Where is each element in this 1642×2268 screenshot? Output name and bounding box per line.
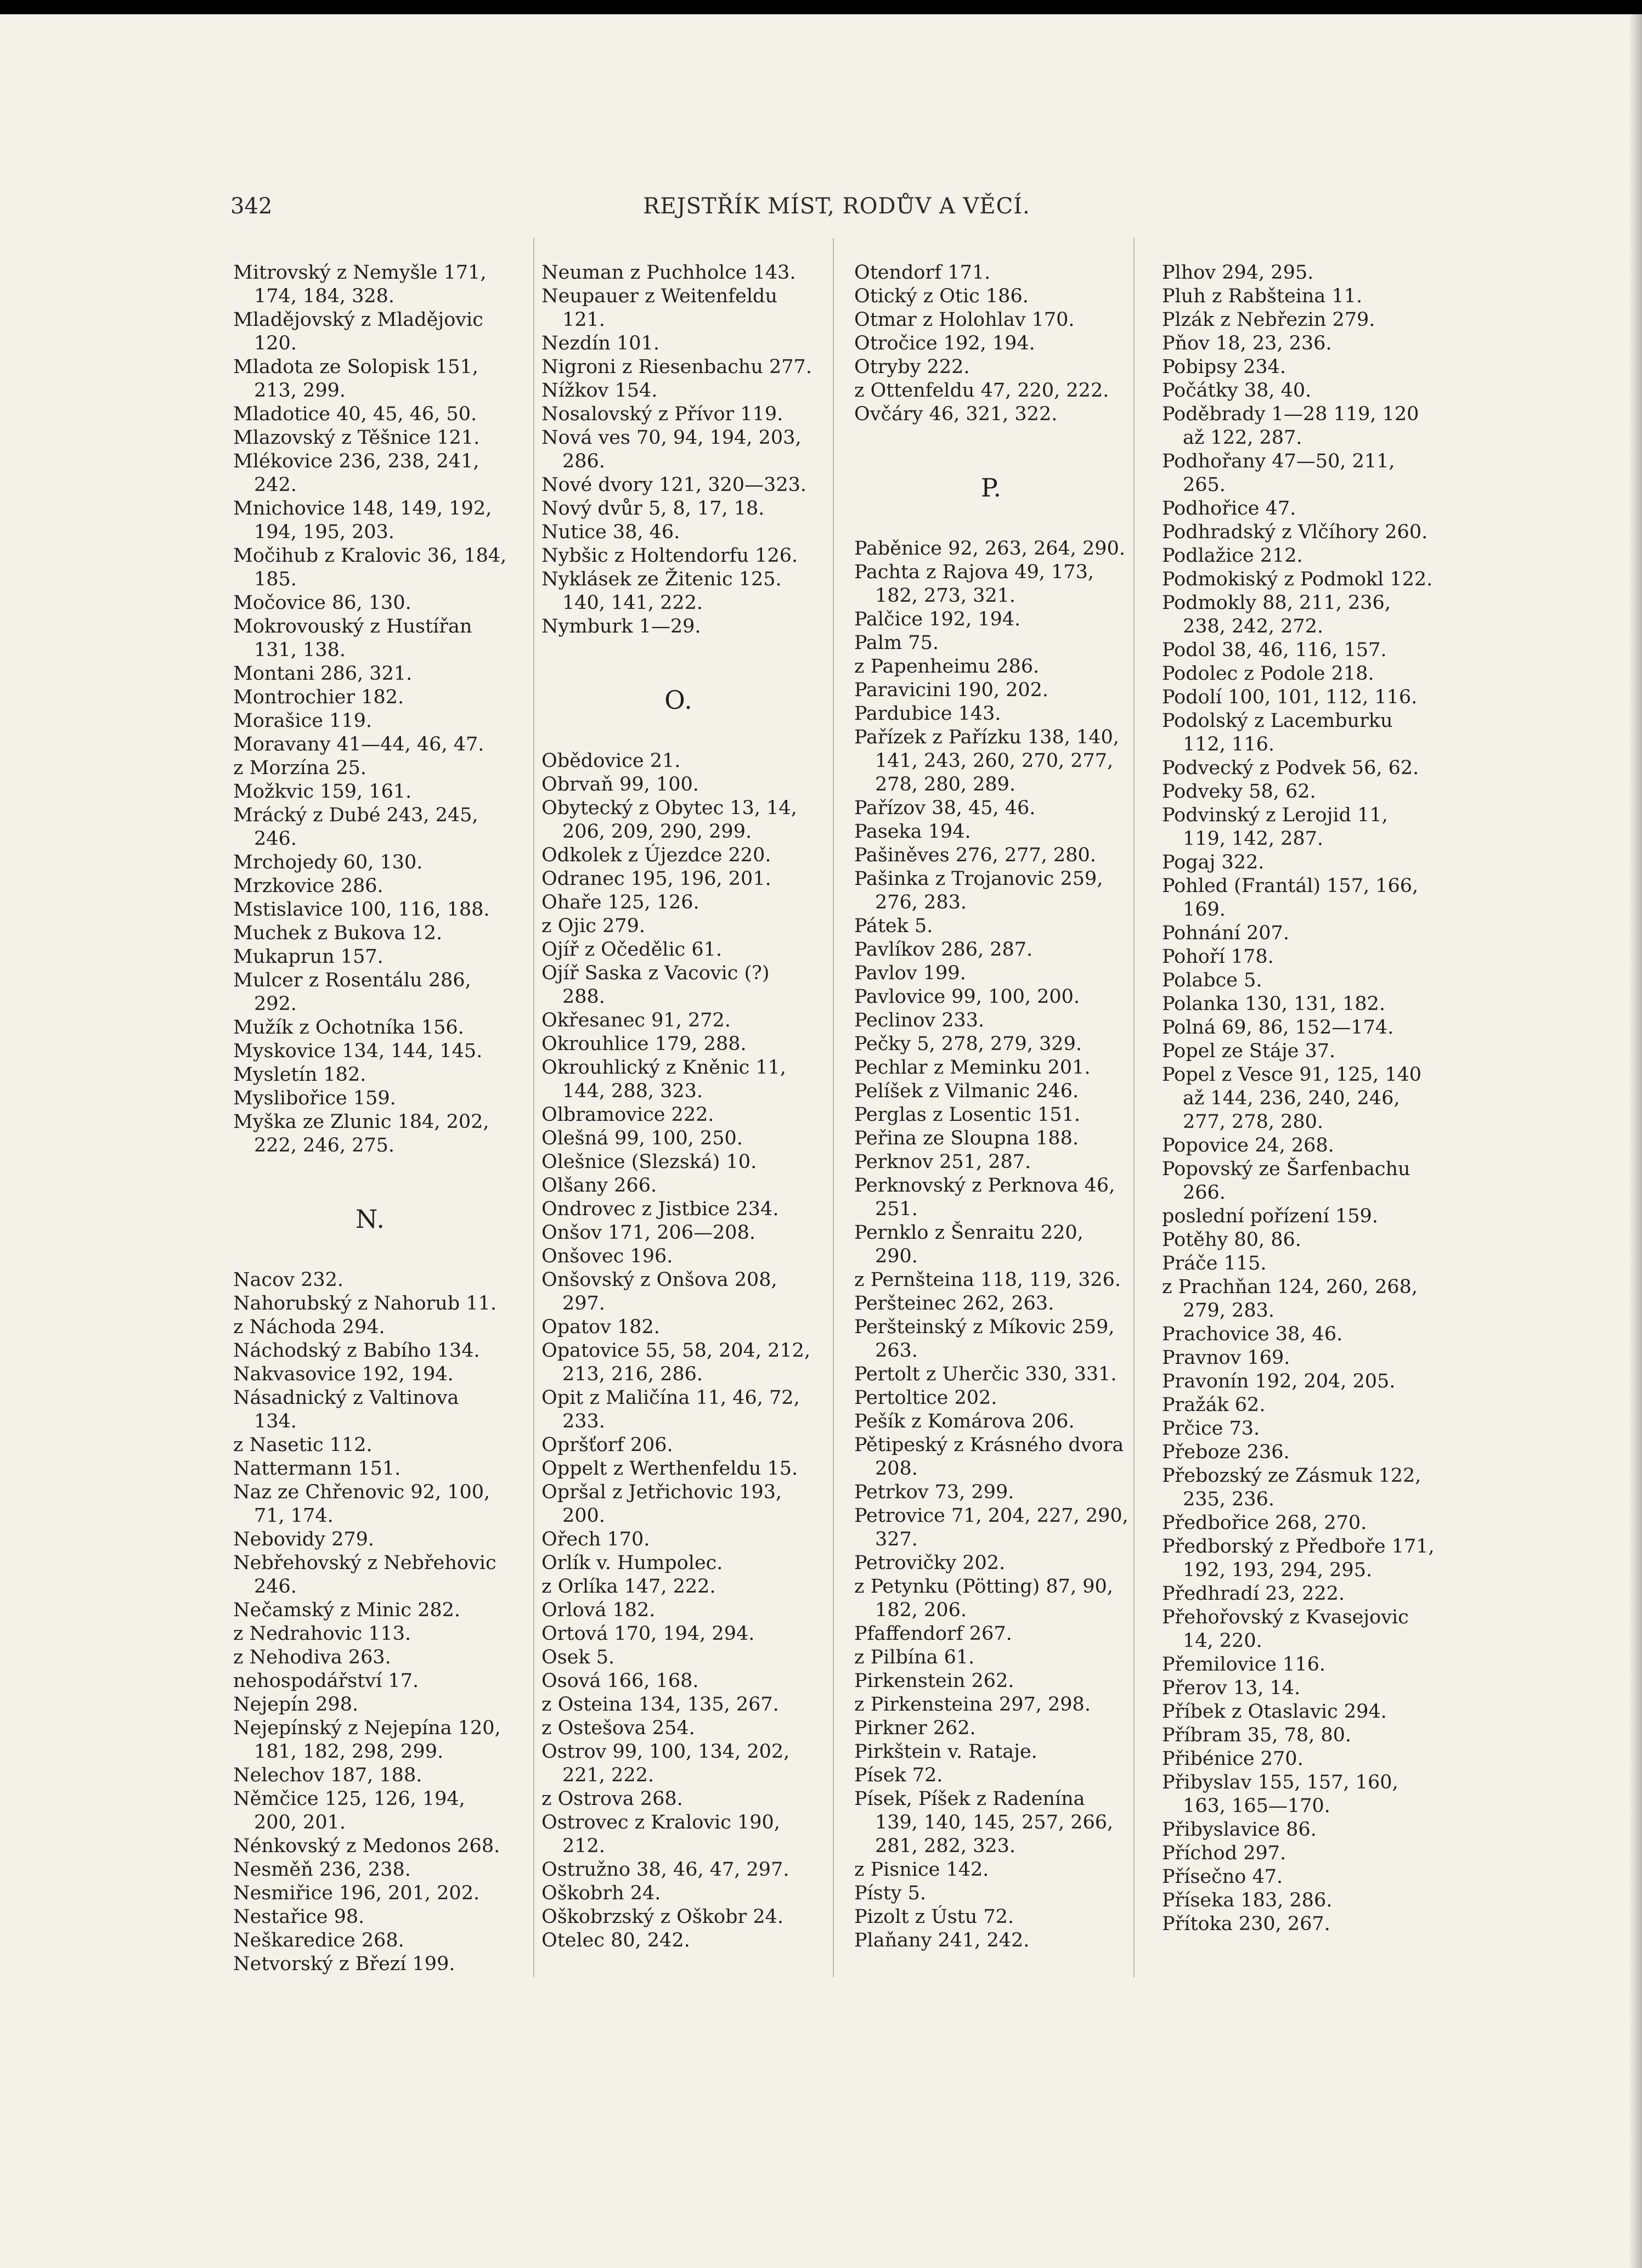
index-entry: Pertoltice 202. [854,1387,997,1409]
index-entry: Podolí 100, 101, 112, 116. [1162,686,1418,708]
index-entry: Okrouhlice 179, 288. [541,1033,747,1055]
index-entry: Močovice 86, 130. [233,592,411,614]
index-entry: Nový dvůr 5, 8, 17, 18. [541,498,765,520]
index-entry: Ojíř Saska z Vacovic (?) 288. [541,962,770,1008]
index-entry: poslední pořízení 159. [1162,1205,1378,1227]
index-entry: Osek 5. [541,1646,615,1668]
index-column-1 [233,261,507,1976]
index-entry: Otický z Otic 186. [854,285,1029,307]
index-entry: z Ostešova 254. [541,1717,695,1739]
index-entry: Nezdín 101. [541,332,659,354]
index-entry: Nacov 232. [233,1269,343,1291]
index-entry: z Morzína 25. [233,757,367,779]
index-entry: Příbram 35, 78, 80. [1162,1724,1352,1746]
index-entry: Přísečno 47. [1162,1866,1283,1888]
index-entry: Peršteinský z Míkovic 259, 263. [854,1316,1115,1362]
index-entry: z Náchoda 294. [233,1316,385,1338]
index-entry: Nesmiřice 196, 201, 202. [233,1882,480,1904]
index-entry: Nybšic z Holtendorfu 126. [541,545,798,567]
index-entry: Otendorf 171. [854,262,991,284]
index-entry: Podvinský z Lerojid 11, 119, 142, 287. [1162,804,1388,850]
index-entry: Nebovidy 279. [233,1528,375,1550]
index-entry: z Osteina 134, 135, 267. [541,1694,779,1716]
index-entry: Poděbrady 1—28 119, 120 až 122, 287. [1162,403,1419,449]
index-entry: Přebozský ze Zásmuk 122, 235, 236. [1162,1465,1421,1510]
index-entry: Ostružno 38, 46, 47, 297. [541,1859,789,1881]
index-entry: Plaňany 241, 242. [854,1930,1030,1951]
index-entry: Podolec z Podole 218. [1162,663,1374,685]
index-entry: Podvecký z Podvek 56, 62. [1162,757,1419,779]
index-entry: Petrkov 73, 299. [854,1481,1014,1503]
index-entry: z Nedrahovic 113. [233,1623,411,1645]
index-entry: Pravnov 169. [1162,1347,1290,1369]
index-entry: Předborský z Předboře 171, 192, 193, 294, 295. [1162,1536,1435,1581]
index-entry: Popel z Vesce 91, 125, 140 až 144, 236, 240, 246, 277, 278, 280. [1162,1064,1422,1133]
column-rule [833,238,834,1977]
index-entry: Olšany 266. [541,1175,657,1197]
index-entry: Ostrov 99, 100, 134, 202, 221, 222. [541,1741,790,1786]
index-entry: Nejepínský z Nejepína 120, 181, 182, 298, 299. [233,1717,501,1763]
index-entry: Opit z Maličína 11, 46, 72, 233. [541,1387,800,1432]
index-entry: Netvorský z Březí 199. [233,1953,455,1975]
index-entry: z Pirkensteina 297, 298. [854,1694,1091,1716]
index-entry: Pohled (Frantál) 157, 166, 169. [1162,875,1419,921]
index-entry: Němčice 125, 126, 194, 200, 201. [233,1788,465,1833]
index-entry: z Ojic 279. [541,915,645,937]
section-letter-heading: N. [356,1204,385,1234]
index-entry: Mladotice 40, 45, 46, 50. [233,403,477,425]
index-entry: Nové dvory 121, 320—323. [541,474,806,496]
index-entry: Odkolek z Újezdce 220. [541,844,771,866]
index-entry: Ostrovec z Kralovic 190, 212. [541,1812,780,1857]
index-entry: z Nehodiva 263. [233,1646,391,1668]
index-entry: Přemilovice 116. [1162,1654,1325,1675]
index-entry: Pirkenstein 262. [854,1670,1014,1692]
index-entry: Mokrovouský z Hustířan 131, 138. [233,616,472,661]
index-entry: Prachovice 38, 46. [1162,1323,1343,1345]
index-entry: Pluh z Rabšteina 11. [1162,285,1363,307]
index-entry: Peclinov 233. [854,1009,985,1031]
index-entry: Oškobrzský z Oškobr 24. [541,1906,784,1928]
index-entry: Olešná 99, 100, 250. [541,1127,743,1149]
index-entry: Obrvaň 99, 100. [541,774,699,796]
column-rule [1133,238,1135,1977]
section-letter-heading: P. [980,473,1002,503]
index-entry: Nečamský z Minic 282. [233,1599,461,1621]
index-entry: Myslibořice 159. [233,1087,396,1109]
scan-border [0,0,1642,14]
index-entry: Předhradí 23, 222. [1162,1583,1345,1605]
index-entry: Práče 115. [1162,1253,1267,1274]
index-entry: Násadnický z Valtinova 134. [233,1387,459,1432]
index-entry: Pařízov 38, 45, 46. [854,797,1036,819]
index-entry: z Pernšteina 118, 119, 326. [854,1269,1121,1291]
index-entry: Mysletín 182. [233,1064,366,1086]
index-entry: Nosalovský z Přívor 119. [541,403,783,425]
index-entry: Palčice 192, 194. [854,608,1021,630]
index-entry: Perknovský z Perknova 46, 251. [854,1175,1115,1220]
index-entry: Pobipsy 234. [1162,356,1286,378]
index-entry: Polabce 5. [1162,969,1262,991]
index-entry: Nakvasovice 192, 194. [233,1363,454,1385]
index-entry: Plhov 294, 295. [1162,262,1314,284]
index-entry: Mnichovice 148, 149, 192, 194, 195, 203. [233,498,492,543]
index-entry: z Papenheimu 286. [854,656,1040,678]
index-entry: Nestařice 98. [233,1906,365,1928]
index-entry: Obědovice 21. [541,750,681,772]
index-entry: Mlazovský z Těšnice 121. [233,427,480,449]
index-entry: Okrouhlický z Kněnic 11, 144, 288, 323. [541,1057,786,1102]
section-letter-heading: O. [664,685,693,715]
index-entry: Pernklo z Šenraitu 220, 290. [854,1222,1084,1267]
index-entry: Potěhy 80, 86. [1162,1229,1301,1251]
index-entry: Perglas z Losentic 151. [854,1104,1080,1126]
index-entry: Popovice 24, 268. [1162,1135,1334,1156]
index-entry: Podolský z Lacemburku 112, 116. [1162,710,1393,755]
index-entry: Pařízek z Pařízku 138, 140, 141, 243, 260, 270, 277, 278, 280, 289. [854,726,1119,796]
page-edge-shadow [1629,14,1642,2268]
index-entry: Nebřehovský z Nebřehovic 246. [233,1552,496,1598]
index-entry: Neškaredice 268. [233,1930,404,1951]
index-entry: Neuman z Puchholce 143. [541,262,796,284]
index-entry: Pravonín 192, 204, 205. [1162,1370,1396,1392]
index-entry: Podmokly 88, 211, 236, 238, 242, 272. [1162,592,1391,637]
index-entry: Nymburk 1—29. [541,616,701,637]
index-entry: Mitrovský z Nemyšle 171, 174, 184, 328. [233,262,487,307]
index-entry: Písek, Píšek z Radenína 139, 140, 145, 257, 266, 281, 282, 323. [854,1788,1114,1857]
index-entry: Podveky 58, 62. [1162,781,1316,803]
index-entry: Pavlíkov 286, 287. [854,939,1033,961]
index-entry: Neupauer z Weitenfeldu 121. [541,285,777,331]
index-entry: Oškobrh 24. [541,1882,661,1904]
index-entry: Příseka 183, 286. [1162,1889,1333,1911]
index-entry: Pechlar z Meminku 201. [854,1057,1091,1079]
index-entry: Nahorubský z Nahorub 11. [233,1293,496,1314]
index-entry: Pašinka z Trojanovic 259, 276, 283. [854,868,1103,913]
index-entry: Pátek 5. [854,915,933,937]
index-entry: Mrchojedy 60, 130. [233,851,423,873]
index-entry: Nesměň 236, 238. [233,1859,411,1881]
index-entry: Přibénice 270. [1162,1748,1304,1770]
index-entry: Pohnání 207. [1162,922,1289,944]
book-page [0,14,1642,2268]
index-entry: Pizolt z Ústu 72. [854,1906,1014,1928]
index-entry: Naz ze Chřenovic 92, 100, 71, 174. [233,1481,490,1527]
index-entry: Popovský ze Šarfenbachu 266. [1162,1158,1410,1204]
index-entry: z Ottenfeldu 47, 220, 222. [854,380,1109,402]
index-entry: Předbořice 268, 270. [1162,1512,1367,1534]
index-entry: Montani 286, 321. [233,663,413,685]
index-entry: Podhořany 47—50, 211, 265. [1162,450,1395,496]
page-header [230,190,1443,223]
index-column-2 [541,261,816,1953]
index-entry: Opršťorf 206. [541,1434,673,1456]
index-entry: Otročice 192, 194. [854,332,1035,354]
index-entry: Pachta z Rajova 49, 173, 182, 273, 321. [854,561,1094,607]
index-entry: Onšov 171, 206—208. [541,1222,755,1244]
index-entry: Podhořice 47. [1162,498,1296,520]
index-entry: Mladějovský z Mladějovic 120. [233,309,483,354]
index-entry: Ohaře 125, 126. [541,892,699,913]
index-entry: Pňov 18, 23, 236. [1162,332,1332,354]
index-entry: Mulcer z Rosentálu 286, 292. [233,969,471,1015]
index-entry: Přítoka 230, 267. [1162,1913,1330,1935]
index-entry: Počátky 38, 40. [1162,380,1312,402]
index-entry: Paravicini 190, 202. [854,679,1049,701]
index-entry: Ořech 170. [541,1528,650,1550]
index-entry: z Pisnice 142. [854,1859,989,1881]
index-entry: Okřesanec 91, 272. [541,1009,731,1031]
index-entry: Obytecký z Obytec 13, 14, 206, 209, 290, 299. [541,797,797,843]
index-entry: Příchod 297. [1162,1842,1286,1864]
index-entry: Myskovice 134, 144, 145. [233,1040,483,1062]
index-entry: Pražák 62. [1162,1394,1266,1416]
index-entry: Pavlov 199. [854,962,966,984]
index-column-3 [854,261,1128,1953]
index-entry: Příbek z Otaslavic 294. [1162,1701,1387,1723]
index-entry: Petrovice 71, 204, 227, 290, 327. [854,1505,1128,1550]
index-entry: Otelec 80, 242. [541,1930,690,1951]
index-entry: Perknov 251, 287. [854,1151,1031,1173]
index-entry: Pelíšek z Vilmanic 246. [854,1080,1079,1102]
index-entry: Onšovský z Onšova 208, 297. [541,1269,777,1314]
index-entry: Orlová 182. [541,1599,656,1621]
index-entry: Pašiněves 276, 277, 280. [854,844,1096,866]
index-entry: Montrochier 182. [233,686,404,708]
index-entry: Otryby 222. [854,356,970,378]
index-entry: Podhradský z Vlčíhory 260. [1162,521,1428,543]
index-entry: Myška ze Zlunic 184, 202, 222, 246, 275. [233,1111,489,1156]
index-entry: nehospodářství 17. [233,1670,419,1692]
index-entry: Opršal z Jetřichovic 193, 200. [541,1481,782,1527]
index-entry: Podmokiský z Podmokl 122. [1162,568,1433,590]
index-entry: Orlík v. Humpolec. [541,1552,723,1574]
index-entry: Nelechov 187, 188. [233,1764,422,1786]
index-entry: Nížkov 154. [541,380,658,402]
index-entry: Palm 75. [854,632,939,654]
index-entry: Polná 69, 86, 152—174. [1162,1017,1394,1039]
index-entry: Opatov 182. [541,1316,660,1338]
index-entry: Pavlovice 99, 100, 200. [854,986,1080,1008]
index-entry: Močihub z Kralovic 36, 184, 185. [233,545,507,590]
index-entry: Přeboze 236. [1162,1441,1290,1463]
index-entry: Nigroni z Riesenbachu 277. [541,356,812,378]
index-entry: Mladota ze Solopisk 151, 213, 299. [233,356,478,402]
index-entry: Polanka 130, 131, 182. [1162,993,1386,1015]
index-entry: Prčice 73. [1162,1418,1260,1440]
index-entry: z Nasetic 112. [233,1434,373,1456]
index-entry: Mukaprun 157. [233,946,383,968]
index-entry: Přerov 13, 14. [1162,1677,1301,1699]
index-entry: Ondrovec z Jistbice 234. [541,1198,779,1220]
index-entry: Nénkovský z Medonos 268. [233,1835,500,1857]
index-entry: Nutice 38, 46. [541,521,680,543]
index-entry: Muchek z Bukova 12. [233,922,443,944]
index-entry: Moravany 41—44, 46, 47. [233,734,484,755]
index-entry: z Petynku (Pötting) 87, 90, 182, 206. [854,1576,1113,1621]
index-entry: Olešnice (Slezská) 10. [541,1151,757,1173]
index-entry: Mužík z Ochotníka 156. [233,1017,464,1039]
index-entry: Pohoří 178. [1162,946,1274,968]
running-title: REJSTŘÍK MÍST, RODŮV A VĚCÍ. [643,194,1030,219]
index-entry: Plzák z Nebřezin 279. [1162,309,1375,331]
index-entry: Mrácký z Dubé 243, 245, 246. [233,804,478,850]
index-entry: Peršteinec 262, 263. [854,1293,1054,1314]
index-entry: z Pilbína 61. [854,1646,975,1668]
index-entry: Pirkštein v. Rataje. [854,1741,1037,1763]
index-entry: Ojíř z Očedělic 61. [541,939,723,961]
index-entry: Ortová 170, 194, 294. [541,1623,755,1645]
index-entry: Náchodský z Babího 134. [233,1340,480,1362]
index-entry: Osová 166, 168. [541,1670,699,1692]
column-rule [533,238,534,1977]
index-entry: Pardubice 143. [854,703,1001,725]
index-entry: Nyklásek ze Žitenic 125. 140, 141, 222. [541,568,782,614]
index-entry: Nová ves 70, 94, 194, 203, 286. [541,427,802,472]
index-entry: Petrovičky 202. [854,1552,1006,1574]
index-entry: Otmar z Holohlav 170. [854,309,1075,331]
page-number: 342 [230,194,273,219]
index-entry: Pogaj 322. [1162,851,1265,873]
index-entry: Opatovice 55, 58, 204, 212, 213, 216, 286. [541,1340,811,1385]
index-entry: Pertolt z Uherčic 330, 331. [854,1363,1117,1385]
index-entry: Nejepín 298. [233,1694,359,1716]
index-entry: Odranec 195, 196, 201. [541,868,771,890]
index-entry: Mrzkovice 286. [233,875,383,897]
index-entry: Přehořovský z Kvasejovic 14, 220. [1162,1606,1409,1652]
index-entry: z Ostrova 268. [541,1788,683,1810]
index-entry: Paběnice 92, 263, 264, 290. [854,538,1125,560]
index-entry: Morašice 119. [233,710,373,732]
index-entry: Onšovec 196. [541,1245,673,1267]
index-entry: Mstislavice 100, 116, 188. [233,899,490,921]
index-entry: Pečky 5, 278, 279, 329. [854,1033,1082,1055]
index-entry: Podlažice 212. [1162,545,1303,567]
index-entry: Možkvic 159, 161. [233,781,412,803]
index-entry: z Prachňan 124, 260, 268, 279, 283. [1162,1276,1418,1322]
index-entry: Popel ze Stáje 37. [1162,1040,1336,1062]
index-entry: Písty 5. [854,1882,927,1904]
index-entry: Mlékovice 236, 238, 241, 242. [233,450,479,496]
index-entry: Olbramovice 222. [541,1104,714,1126]
index-entry: Pětipeský z Krásného dvora 208. [854,1434,1124,1480]
index-entry: Oppelt z Werthenfeldu 15. [541,1458,798,1480]
index-entry: Peřina ze Sloupna 188. [854,1127,1079,1149]
index-column-4 [1162,261,1436,1936]
index-entry: Přibyslav 155, 157, 160, 163, 165—170. [1162,1771,1398,1817]
index-entry: Podol 38, 46, 116, 157. [1162,639,1387,661]
index-entry: Pirkner 262. [854,1717,976,1739]
index-entry: Pfaffendorf 267. [854,1623,1012,1645]
index-entry: Pešík z Komárova 206. [854,1411,1075,1432]
index-entry: Ovčáry 46, 321, 322. [854,403,1058,425]
index-entry: Přibyslavice 86. [1162,1819,1317,1841]
index-entry: Nattermann 151. [233,1458,401,1480]
index-entry: Paseka 194. [854,821,971,843]
index-entry: Písek 72. [854,1764,943,1786]
index-entry: z Orlíka 147, 222. [541,1576,716,1598]
